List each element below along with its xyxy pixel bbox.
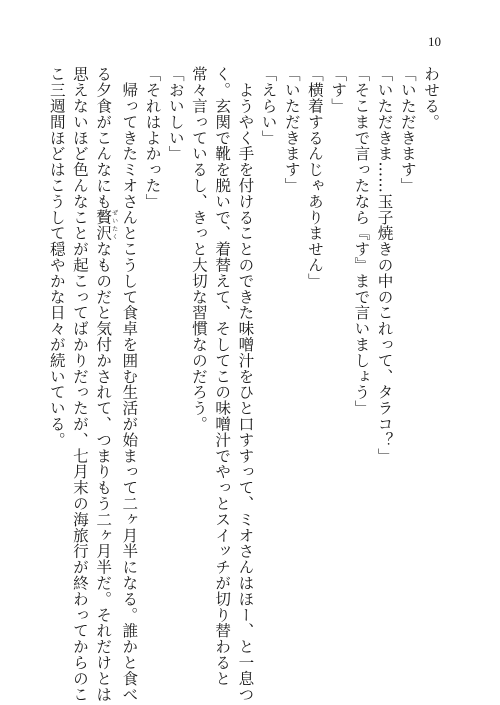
ruby-annotation [94,209,118,241]
body-text [45,66,442,703]
text-segment: る夕食がこんなにも [94,66,113,210]
dialogue-line: 「おいしい」 [166,66,185,162]
narration-line: こ三週間ほどはこうして穏やかな日々が続いている。 [47,66,66,448]
narration-line: く。玄関で靴を脱いで、着替えて、そしてこの味噌汁でやっとスイッチが切り替わると [213,66,232,687]
text-segment: なものだと気付かされて、つまりもう二ヶ月半だ。それだけとは [94,240,113,703]
dialogue-line: 「えらい」 [259,66,278,146]
text-line: わせる。 [422,66,440,130]
ruby-reading: ぜいたく [110,209,118,241]
dialogue-line: 「そこまで言ったなら『す』まで言いましょう」 [352,66,371,416]
narration-line: 帰ってきたミオさんとこうして食卓を囲む生活が始まって二ヶ月半になる。誰かと食べ [120,66,139,702]
narration-line: ようやく手を付けることのできた味噌汁をひと口すすって、ミオさんはほー、と一息つ [236,66,255,702]
narration-line-with-ruby [91,66,118,703]
dialogue-line: 「いただきます」 [282,66,301,194]
narration-line: 思えないほど色んなことが起こってばかりだったが、七月末の海旅行が終わってからのこ [70,66,89,702]
dialogue-line: 「横着するんじゃありません」 [305,66,324,289]
page-number: 10 [428,34,441,49]
ruby-base: 贅沢 [94,209,113,241]
dialogue-line: 「それはよかった」 [143,66,162,210]
dialogue-line: 「いただきます」 [398,66,417,194]
narration-line: 常々言っているし、きっと大切な習慣なのだろう。 [189,66,208,432]
dialogue-line: 「いただきま……玉子焼きの中のこれって、タラコ？」 [375,66,394,464]
dialogue-line: 「す」 [329,66,348,114]
